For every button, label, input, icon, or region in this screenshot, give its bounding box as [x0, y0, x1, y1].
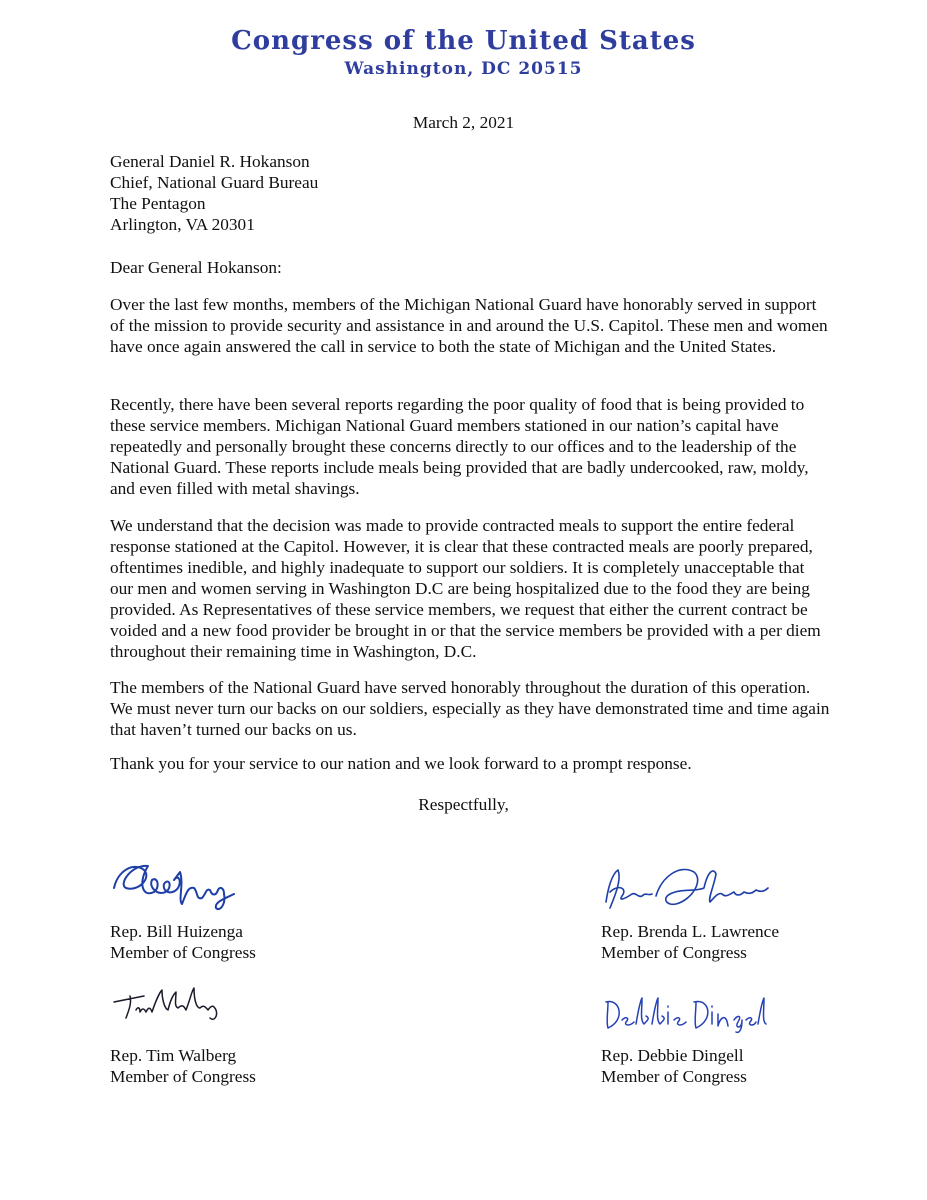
recipient-line: The Pentagon: [110, 194, 206, 213]
signature-lawrence: [596, 858, 776, 920]
signatory-title: Member of Congress: [601, 1067, 747, 1086]
paragraph-5: [110, 753, 830, 774]
paragraph-2: [110, 394, 830, 499]
letterhead-address: Washington, DC 20515: [344, 59, 583, 79]
closing: Respectfully,: [418, 795, 509, 814]
recipient-line: Arlington, VA 20301: [110, 215, 255, 234]
signatory-name: Rep. Brenda L. Lawrence: [601, 922, 780, 941]
signatory-name: Rep. Bill Huizenga: [110, 922, 243, 941]
signatory-title: Member of Congress: [110, 1067, 256, 1086]
letterhead-title: Congress of the United States: [231, 26, 696, 56]
paragraph-text: Over the last few months, members of the Michigan National Guard have honorably served in support of the mission to provide security and assistance in and around the U.S. Capitol. These men and women have once again answered the call in service to both the state of Michigan and the United States.: [110, 295, 828, 356]
signatory-name: Rep. Tim Walberg: [110, 1046, 237, 1065]
signatory-walberg: [110, 1045, 256, 1087]
signature-walberg: [110, 982, 230, 1024]
signatory-title: Member of Congress: [601, 943, 747, 962]
recipient-address: [110, 151, 830, 235]
salutation: Dear General Hokanson:: [110, 258, 282, 277]
paragraph-3: [110, 515, 830, 662]
recipient-line: Chief, National Guard Bureau: [110, 173, 319, 192]
signatory-lawrence: [601, 921, 779, 963]
paragraph-1: [110, 294, 830, 357]
signatory-title: Member of Congress: [110, 943, 256, 962]
paragraph-text: Recently, there have been several reports regarding the poor quality of food that is being provided to these service members. Michigan National Guard members stationed in our nation’s capital have repeatedly and personally brought these concerns directly to our offices and to the leadership of the National Guard. These reports include meals being provided that are badly undercooked, raw, moldy, and even filled with metal shavings.: [110, 395, 809, 498]
paragraph-text: The members of the National Guard have served honorably throughout the duration of this operation. We must never turn our backs on our soldiers, especially as they have demonstrated time and time again that haven’t turned our backs on us.: [110, 678, 830, 739]
signatory-huizenga: [110, 921, 256, 963]
letter-date: March 2, 2021: [412, 113, 515, 132]
recipient-line: General Daniel R. Hokanson: [110, 152, 310, 171]
signature-huizenga: [108, 848, 248, 918]
signatory-name: Rep. Debbie Dingell: [601, 1046, 744, 1065]
paragraph-text: We understand that the decision was made to provide contracted meals to support the entire federal response stationed at the Capitol. However, it is clear that these contracted meals are poorly prepared, oftentimes inedible, and highly inadequate to support our soldiers. It is completely unacceptable that our men and women serving in Washington D.C are being hospitalized due to the food they are being provided. As Representatives of these service members, we request that either the current contract be voided and a new food provider be brought in or that the service members be provided with a per diem throughout their remaining time in Washington, D.C.: [110, 516, 821, 661]
signatory-dingell: [601, 1045, 747, 1087]
paragraph-text: Thank you for your service to our nation and we look forward to a prompt response.: [110, 754, 692, 773]
paragraph-4: [110, 677, 830, 740]
letterhead: [0, 24, 927, 80]
signature-dingell: [600, 990, 770, 1036]
